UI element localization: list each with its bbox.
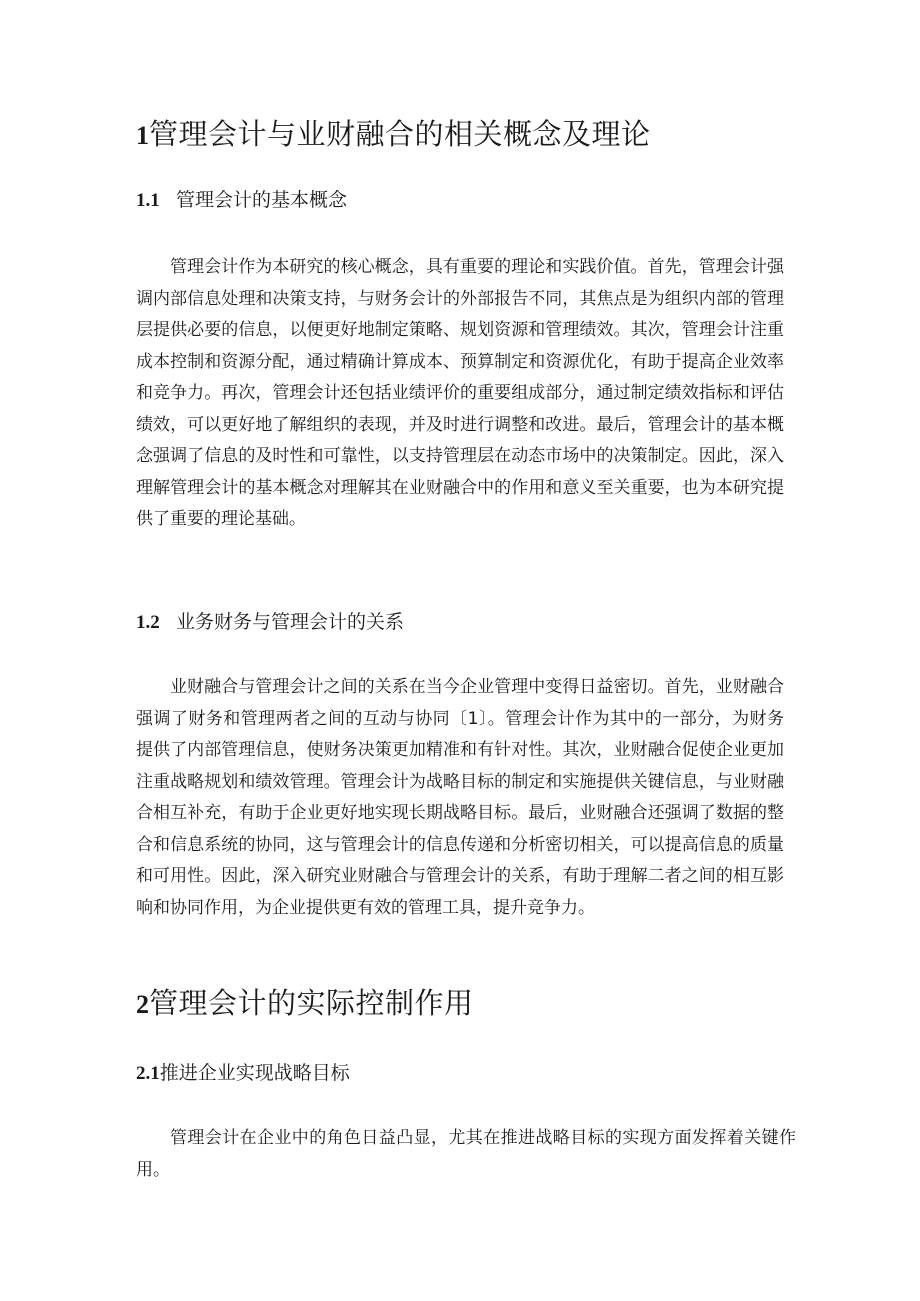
subsection-number: 2.1 — [136, 1063, 160, 1084]
subsection-number: 1.2 — [136, 612, 160, 633]
section-title: 管理会计的实际控制作用 — [149, 986, 474, 1020]
subsection-1-1-heading — [136, 187, 347, 214]
subsection-2-1-heading — [136, 1060, 350, 1087]
subsection-number: 1.1 — [136, 190, 160, 211]
subsection-title: 管理会计的基本概念 — [176, 189, 348, 211]
citation-reference: 〔1〕 — [450, 708, 488, 729]
subsection-1-2-heading — [136, 609, 404, 636]
section-title: 管理会计与业财融合的相关概念及理论 — [149, 117, 651, 151]
paragraph-text: 业财融合与管理会计之间的关系在当今企业管理中变得日益密切。首先，业财融合强调了财务和管理两者之间的互动与协同 — [136, 677, 784, 729]
paragraph-2-1: 管理会计在企业中的角色日益凸显，尤其在推进战略目标的实现方面发挥着关键作用。 — [136, 1128, 796, 1180]
paragraph-text: 。管理会计作为其中的一部分，为财务提供了内部管理信息，使财务决策更加精准和有针对性。其次，业财融合促使企业更加注重战略规划和绩效管理。管理会计为战略目标的制定和实施提供关键信息，与业财融合相互补充，有助于企业更好地实现长期战略目标。最后，业财融合还强调了数据的整合和信息系统的协同，这与管理会计的信息传递和分析密切相关，可以提高信息的质量和可用性。因此，深入研究业财融合与管理会计的关系，有助于理解二者之间的相互影响和协同作用，为企业提供更有效的管理工具，提升竞争力。 — [136, 708, 785, 918]
paragraph-1-2 — [136, 672, 784, 924]
section-2-heading — [136, 985, 474, 1023]
section-number: 2 — [136, 990, 149, 1019]
section-1-heading — [136, 116, 651, 154]
subsection-title: 推进企业实现战略目标 — [159, 1062, 350, 1084]
section-number: 1 — [136, 121, 149, 150]
subsection-title: 业务财务与管理会计的关系 — [176, 611, 405, 633]
paragraph-1-1: 管理会计作为本研究的核心概念，具有重要的理论和实践价值。首先，管理会计强调内部信息处理和决策支持，与财务会计的外部报告不同，其焦点是为组织内部的管理层提供必要的信息，以便更好地制定策略、规划资源和管理绩效。其次，管理会计注重成本控制和资源分配，通过精确计算成本、预算制定和资源优化，有助于提高企业效率和竞争力。再次，管理会计还包括业绩评价的重要组成部分，通过制定绩效指标和评估绩效，可以更好地了解组织的表现，并及时进行调整和改进。最后，管理会计的基本概念强调了信息的及时性和可靠性，以支持管理层在动态市场中的决策制定。因此，深入理解管理会计的基本概念对理解其在业财融合中的作用和意义至关重要，也为本研究提供了重要的理论基础。 — [136, 257, 784, 529]
